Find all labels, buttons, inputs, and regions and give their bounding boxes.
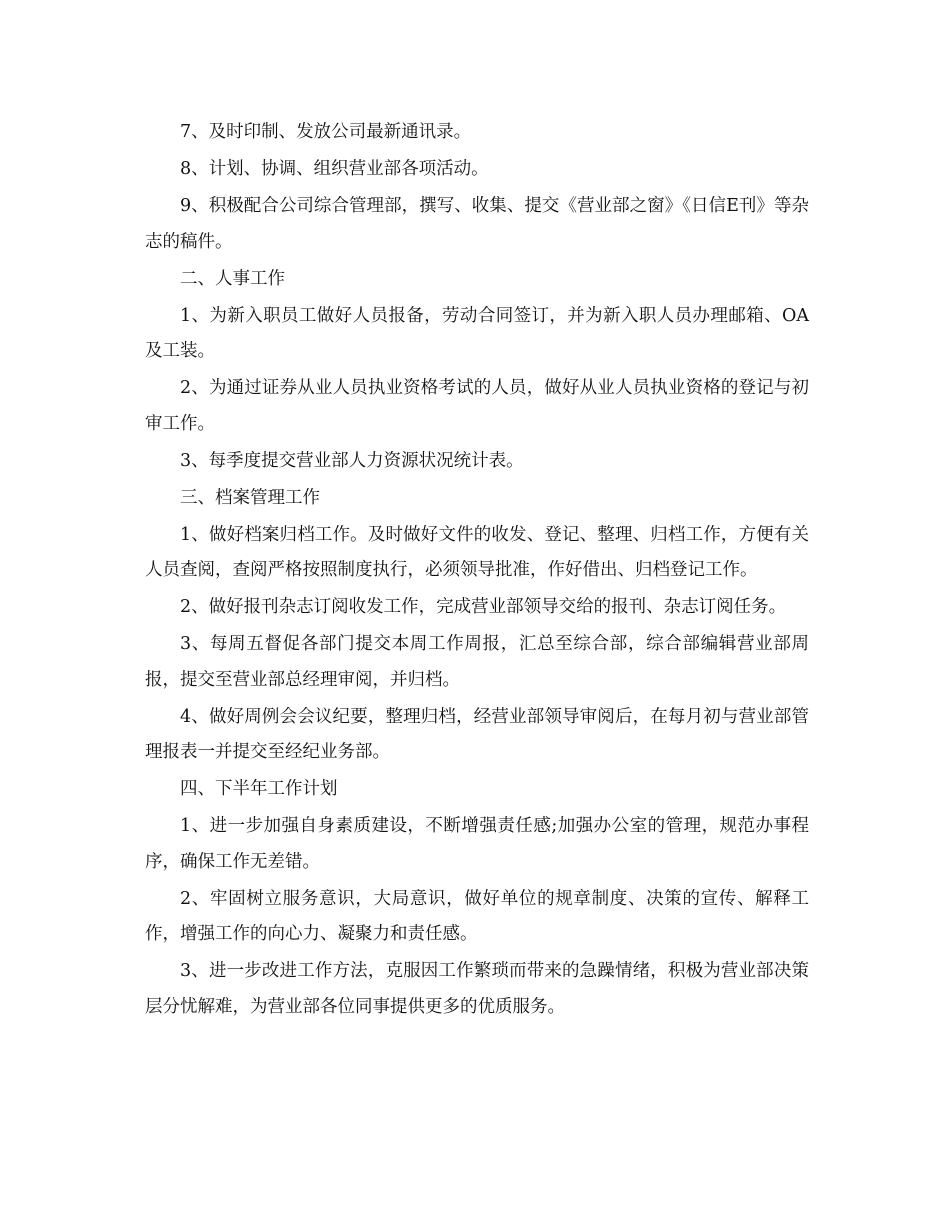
paragraph-archives-1: 1、做好档案归档工作。及时做好文件的收发、登记、整理、归档工作，方便有关人员查阅，查阅严格按照制度执行，必须领导批准，作好借出、归档登记工作。 [145, 524, 809, 580]
paragraph-archives-2: 2、做好报刊杂志订阅收发工作，完成营业部领导交给的报刊、杂志订阅任务。 [180, 597, 787, 617]
section-heading-archives: 三、档案管理工作 [180, 487, 320, 508]
paragraph-archives-4: 4、做好周例会会议纪要，整理归档，经营业部领导审阅后，在每月初与营业部管理报表一并提交至经纪业务部。 [145, 706, 809, 762]
paragraph-item-7: 7、及时印制、发放公司最新通讯录。 [180, 122, 472, 142]
paragraph-personnel-2: 2、为通过证券从业人员执业资格考试的人员，做好从业人员执业资格的登记与初审工作。 [145, 378, 809, 434]
paragraph-plan-1: 1、进一步加强自身素质建设，不断增强责任感;加强办公室的管理，规范办事程序，确保工作无差错。 [145, 816, 809, 872]
document-body [145, 115, 809, 1027]
paragraph-item-9: 9、积极配合公司综合管理部，撰写、收集、提交《营业部之窗》《日信E刊》等杂志的稿件。 [145, 196, 809, 252]
paragraph-personnel-3: 3、每季度提交营业部人力资源状况统计表。 [180, 450, 524, 471]
section-heading-plan: 四、下半年工作计划 [180, 779, 338, 799]
paragraph-archives-3: 3、每周五督促各部门提交本周工作周报，汇总至综合部，综合部编辑营业部周报，提交至营业部总经理审阅，并归档。 [145, 634, 809, 690]
paragraph-item-8: 8、计划、协调、组织营业部各项活动。 [180, 159, 489, 179]
section-heading-personnel: 二、人事工作 [180, 268, 285, 289]
paragraph-personnel-1: 1、为新入职员工做好人员报备，劳动合同签订，并为新入职人员办理邮箱、OA及工装。 [145, 305, 809, 361]
paragraph-plan-2: 2、牢固树立服务意识，大局意识，做好单位的规章制度、决策的宣传、解释工作，增强工作的向心力、凝聚力和责任感。 [145, 888, 809, 944]
paragraph-plan-3: 3、进一步改进工作方法，克服因工作繁琐而带来的急躁情绪，积极为营业部决策层分忧解难，为营业部各位同事提供更多的优质服务。 [145, 961, 809, 1017]
